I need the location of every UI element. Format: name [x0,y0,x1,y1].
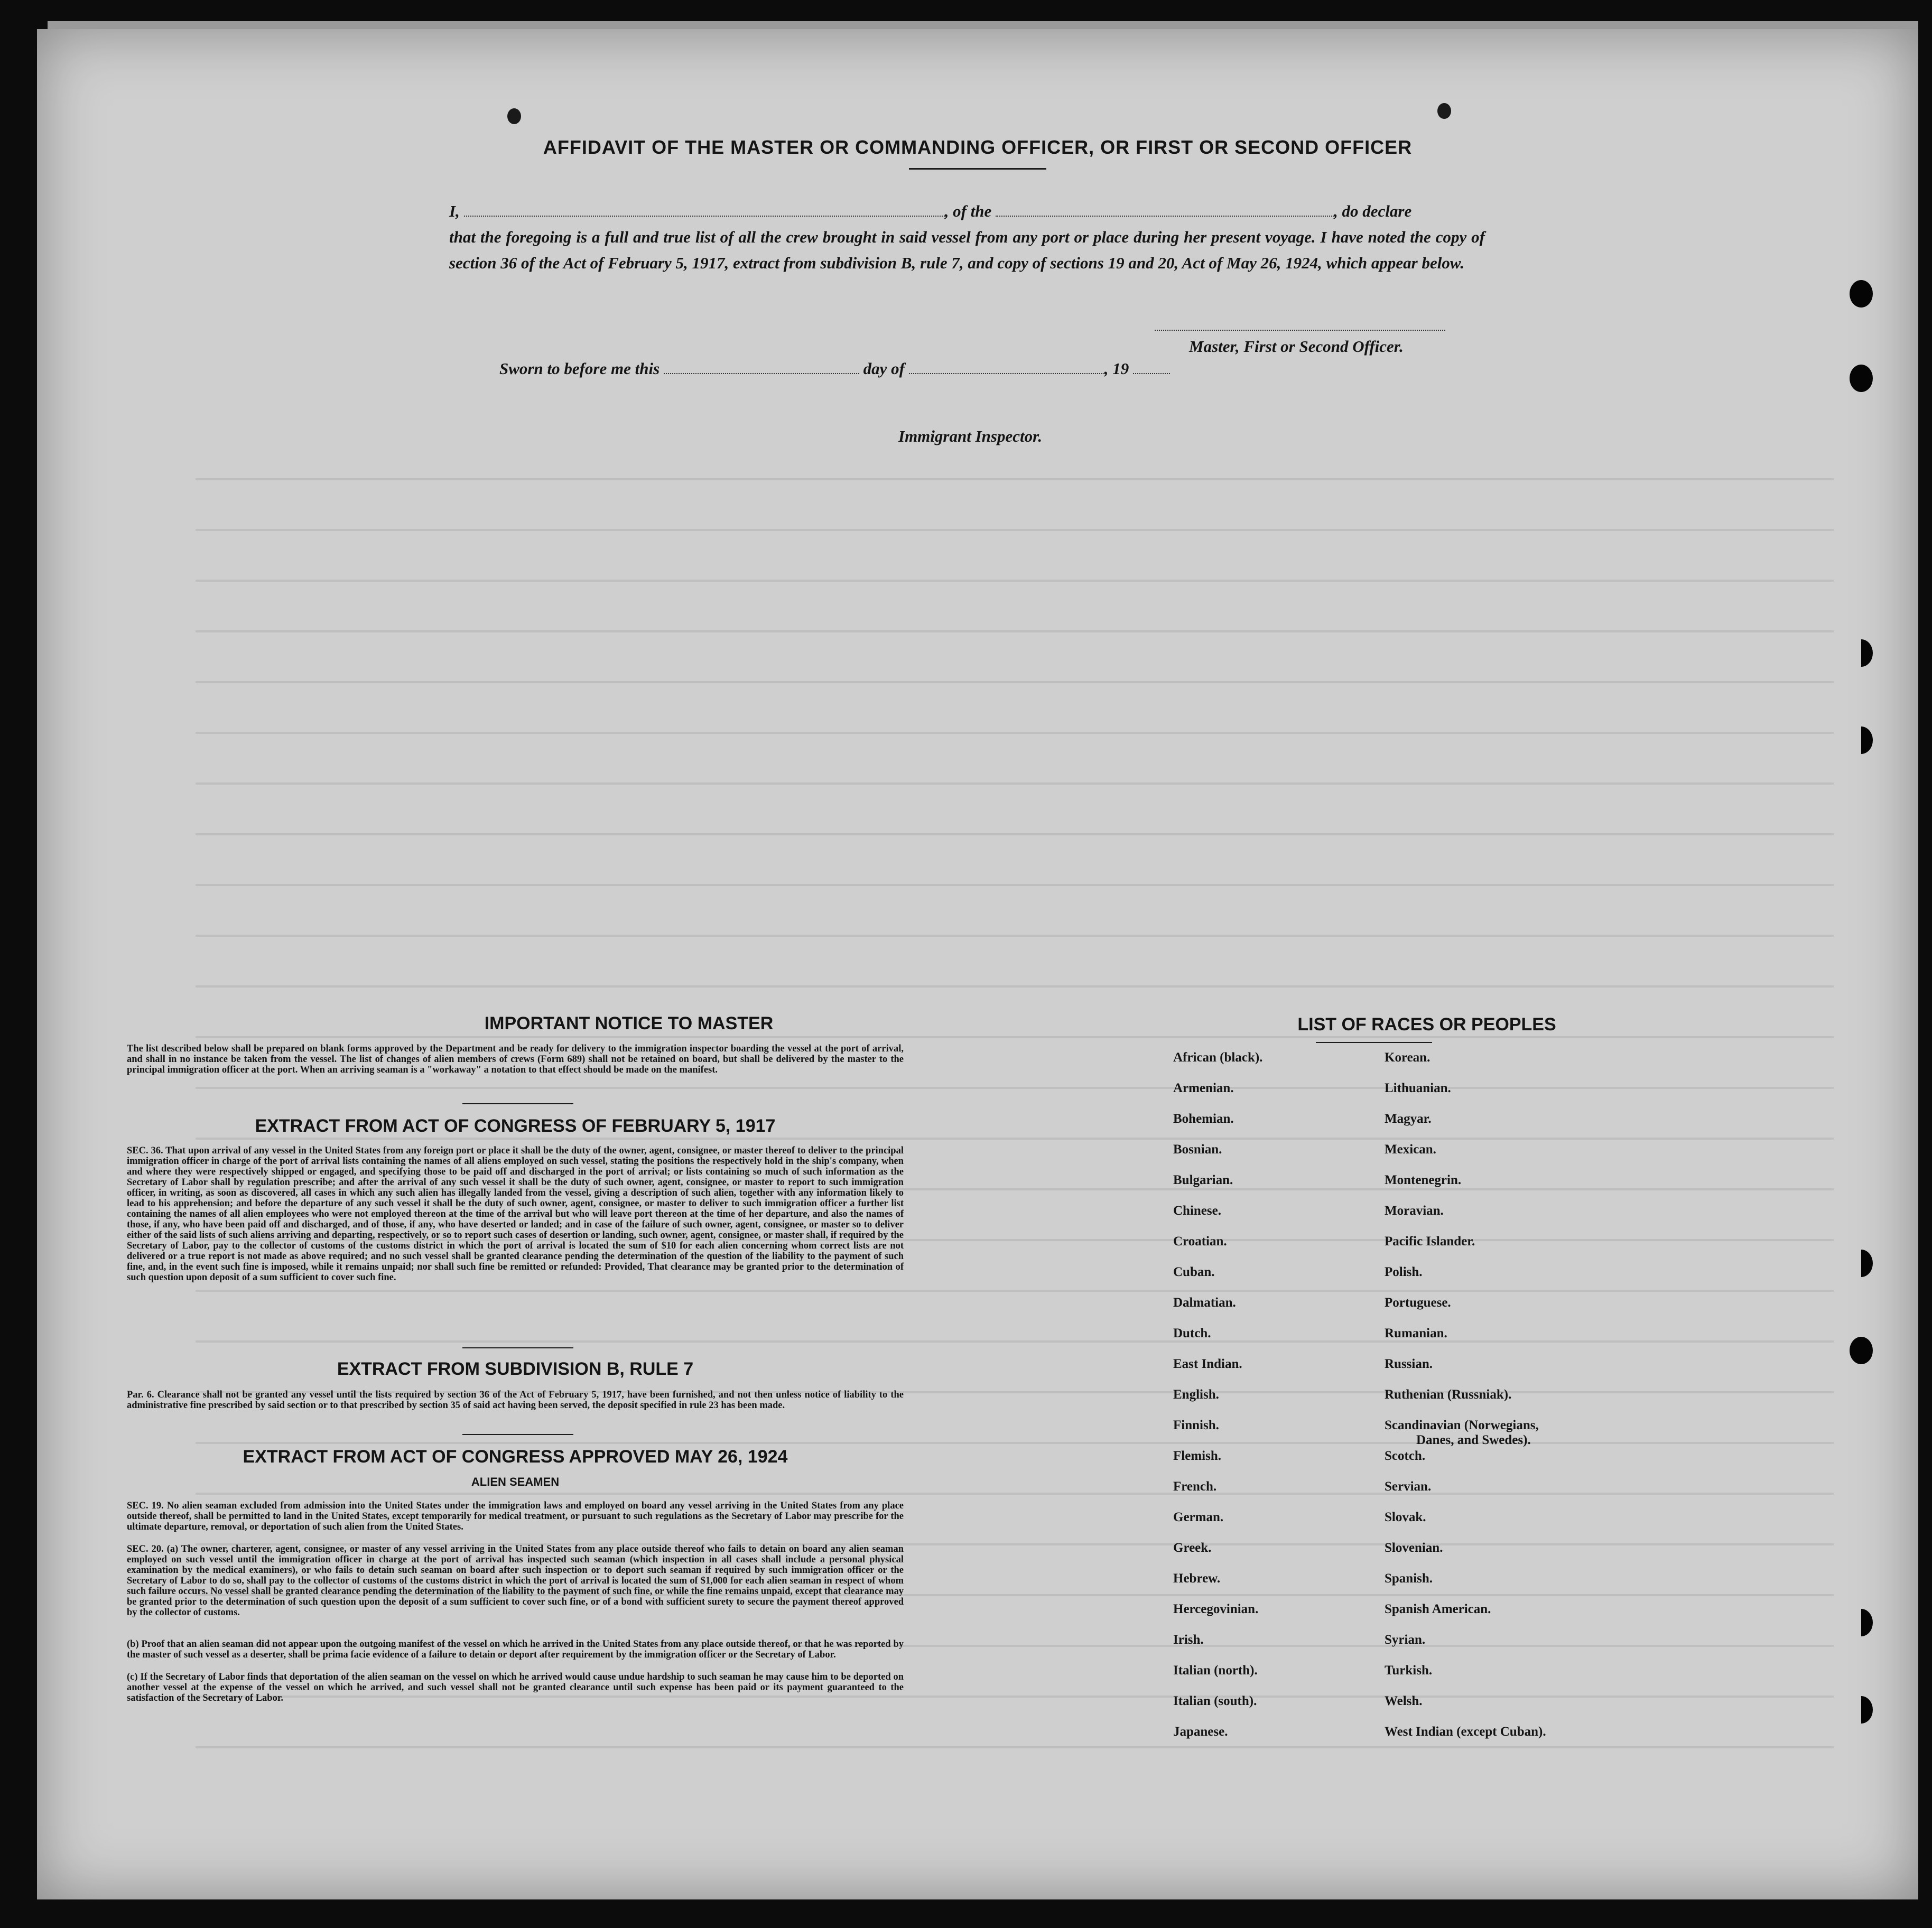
race-item: Bosnian. [1173,1142,1222,1157]
race-item: Flemish. [1173,1449,1221,1463]
race-item: Montenegrin. [1385,1173,1462,1187]
race-item: Ruthenian (Russniak). [1385,1387,1512,1402]
extract-1924-subtitle: ALIEN SEAMEN [471,1475,560,1488]
scandinavian-line-2: Danes, and Swedes). [1416,1433,1531,1447]
declarant-prefix: I, [449,202,460,220]
binder-hole-icon [1850,1337,1873,1364]
race-item: Slovak. [1385,1510,1426,1524]
race-item: Mexican. [1385,1142,1436,1157]
race-item: Italian (north). [1173,1663,1258,1678]
sec20b-text: (b) Proof that an alien seaman did not appear upon the outgoing manifest of the vessel on which he arrived in the United States from any place outside thereof, or that he was reported by the master of such vessel as a deserter, shall be prima facie evidence of a failure to detain or deport after requirement by the immigration officer or the Secretary of Labor. [127,1639,904,1660]
race-item: Greek. [1173,1541,1212,1555]
rule7-text: Par. 6. Clearance shall not be granted any vessel until the lists required by section 36 of the Act of February 5, 1917, have been furnished, and not then unless notice of liability to the administrative fine prescribed by said section or to that prescribed by section 35 of said act having been served, the deposit specified in rule 23 has been made. [127,1390,904,1411]
race-item: West Indian (except Cuban). [1385,1725,1546,1739]
extract-1924-title: EXTRACT FROM ACT OF CONGRESS APPROVED MAY 26, 1924 [243,1447,788,1467]
race-item: German. [1173,1510,1224,1524]
race-item: Spanish American. [1385,1602,1491,1616]
race-item: Russian. [1385,1357,1433,1371]
officer-signature-field[interactable] [1155,316,1445,331]
race-item: Croatian. [1173,1234,1227,1249]
race-item: Japanese. [1173,1725,1228,1739]
race-item: Armenian. [1173,1081,1234,1095]
affidavit-statement [449,198,1485,276]
race-item: East Indian. [1173,1357,1242,1371]
race-item: Chinese. [1173,1204,1221,1218]
race-item: Turkish. [1385,1663,1433,1678]
officer-caption: Master, First or Second Officer. [1189,337,1404,356]
binder-hole-icon [1850,280,1873,308]
race-item: Hercegovinian. [1173,1602,1259,1616]
race-item: Irish. [1173,1633,1204,1647]
race-item: Bohemian. [1173,1112,1234,1126]
extract-1917-text: SEC. 36. That upon arrival of any vessel in the United States from any foreign port or place it shall be the duty of the owner, agent, consignee, or master thereof to deliver to the principal immigration officer in charge of the port of arrival lists containing the names of all aliens employed on such vessel, stating the positions the respectively hold in the ship's company, when and where they were respectively shipped or engaged, and specifying those to be paid off and discharged in the port of arrival; or lists containing so much of such information as the Secretary of Labor shall by regulation prescribe; and after the arrival of any such vessel it shall be the duty of such owner, agent, consignee, or master to report to such immigration officer, in writing, as soon as discovered, all cases in which any such alien has illegally landed from the vessel, giving a description of such alien, together with any information likely to lead to his apprehension; and before the departure of any such vessel it shall be the duty of such owner, agent, consignee, or master to deliver to such immigration officer a further list containing the names of all alien employees who were not employed thereon at the time of the arrival but who will leave port thereon at the time of her departure, and also the names of those, if any, who have been paid off and discharged, and of those, if any, who have deserted or landed; and in case of the failure of such owner, agent, consignee, or master so to deliver either of the said lists of such aliens arriving and departing, respectively, or so to report such cases of desertion or landing, such owner, agent, consignee, or master shall, if required by the Secretary of Labor, pay to the collector of customs of the customs district in which the port of arrival is located the sum of $10 for each alien concerning whom correct lists are not delivered or a true report is not made as above required; and no such vessel shall be granted clearance pending the determination of the question of the liability to the payment of such fine, and, in the event such fine is imposed, while it remains unpaid; nor shall such fine be remitted or refunded: Provided, That clearance may be granted prior to the determination of such question upon deposit of a sum sufficient to cover such fine. [127,1145,904,1283]
race-item: Magyar. [1385,1112,1432,1126]
sworn-prefix: Sworn to before me this [499,359,660,378]
race-item: Slovenian. [1385,1541,1443,1555]
race-item: Portuguese. [1385,1296,1451,1310]
notice-text: The list described below shall be prepared on blank forms approved by the Department and be ready for delivery to the immigration inspector boarding the vessel at the port of arrival, and shall in no instance be taken from the vessel. The list of changes of alien members of crews (Form 689) shall not be retained on board, but shall be delivered by the master to the principal immigration officer at the port. When an arriving seaman is a "workaway" a notation to that effect should be made on the manifest. [127,1044,904,1075]
sworn-year-field[interactable] [1133,359,1170,374]
affidavit-body-text: that the foregoing is a full and true list of all the crew brought in said vessel from any port or place during her present voyage. I have noted the copy of section 36 of the Act of February 5, 1917, extract from subdivision B, rule 7, and copy of sections 19 and 20, Act of May 26, 1924, which appear below. [449,228,1485,272]
race-item: Pacific Islander. [1385,1234,1475,1249]
scandinavian-line-1: Scandinavian (Norwegians, [1385,1418,1539,1432]
race-item: Cuban. [1173,1265,1215,1279]
race-item: African (black). [1173,1050,1263,1065]
race-item-scandinavian [1385,1418,1546,1449]
race-item: Hebrew. [1173,1571,1221,1586]
race-item: Dalmatian. [1173,1296,1236,1310]
race-item: Rumanian. [1385,1326,1447,1340]
race-item: Welsh. [1385,1694,1423,1708]
binder-hole-icon [1850,365,1873,392]
sec20c-text: (c) If the Secretary of Labor finds that deportation of the alien seaman on the vessel on which he arrived would cause undue hardship to such seaman he may cause him to be deported on another vessel at the expense of the vessel on which he arrived, and such vessel shall not be granted clearance until such expense has been paid or its payment guaranteed to the satisfaction of the Secretary of Labor. [127,1672,904,1703]
rule7-title: EXTRACT FROM SUBDIVISION B, RULE 7 [337,1359,694,1379]
declare-text: , do declare [1334,202,1412,220]
vessel-name-field[interactable] [996,202,1334,217]
sec20a-text: SEC. 20. (a) The owner, charterer, agent, consignee, or master of any vessel arriving in the United States from any place outside thereof who fails to detain on board any alien seaman employed on such vessel until the immigration officer in charge at the port of arrival has inspected such seaman (which inspection in all cases shall include a personal physical examination by the medical examiners), or who fails to detain such seaman on board after such inspection or to deport such seaman if required by such immigration officer or the Secretary of Labor to do so, shall pay to the collector of customs of the customs district in which the port of arrival is located the sum of $1,000 for each alien seaman in respect of whom such failure occurs. No vessel shall be granted clearance pending the determination of the liability to the payment of such fine, or while the fine remains unpaid, except that clearance may be granted prior to the determination of such question upon the deposit of a sum sufficient to cover such fine, or of a bond with sufficient surety to secure the payment thereof approved by the collector of customs. [127,1544,904,1618]
race-item: Polish. [1385,1265,1423,1279]
pin-mark-icon [1437,103,1451,119]
pin-mark-icon [507,108,521,124]
inspector-caption: Immigrant Inspector. [898,427,1043,445]
extract-1917-title: EXTRACT FROM ACT OF CONGRESS OF FEBRUARY 5, 1917 [255,1116,776,1136]
race-item: Bulgarian. [1173,1173,1233,1187]
races-column-1 [1173,1050,1262,1755]
race-item: Moravian. [1385,1204,1444,1218]
declaration-line [449,198,1485,224]
section-divider [462,1434,573,1435]
race-item: Korean. [1385,1050,1431,1065]
day-of-text: day of [863,359,905,378]
race-item: Spanish. [1385,1571,1433,1586]
sworn-day-field[interactable] [664,359,859,374]
races-column-2 [1385,1050,1546,1755]
affidavit-title: AFFIDAVIT OF THE MASTER OR COMMANDING OFFICER, OR FIRST OR SECOND OFFICER [543,136,1413,158]
race-item: Scotch. [1385,1449,1426,1463]
race-item: Syrian. [1385,1633,1426,1647]
sworn-statement [499,359,1170,378]
title-divider [909,168,1046,170]
race-item: Lithuanian. [1385,1081,1451,1095]
race-item: Dutch. [1173,1326,1211,1340]
section-divider [462,1347,573,1348]
race-item: Finnish. [1173,1418,1219,1432]
races-title: LIST OF RACES OR PEOPLES [1297,1014,1556,1035]
races-divider [1316,1042,1432,1043]
race-item: French. [1173,1479,1217,1494]
race-item: English. [1173,1387,1219,1402]
section-divider [462,1103,573,1104]
of-the-text: , of the [944,202,992,220]
document-page [37,29,1918,1899]
sec19-text: SEC. 19. No alien seaman excluded from admission into the United States under the immigration laws and employed on board any vessel arriving in the United States from any place outside thereof, shall be permitted to land in the United States, except temporarily for medical treatment, or pursuant to such regulations as the Secretary of Labor may prescribe for the ultimate departure, removal, or deportation of such alien from the United States. [127,1501,904,1532]
sworn-month-field[interactable] [909,359,1104,374]
race-item: Italian (south). [1173,1694,1257,1708]
sworn-year-prefix: , 19 [1104,359,1129,378]
declarant-name-field[interactable] [464,202,945,217]
notice-title: IMPORTANT NOTICE TO MASTER [484,1013,774,1033]
race-item: Servian. [1385,1479,1432,1494]
